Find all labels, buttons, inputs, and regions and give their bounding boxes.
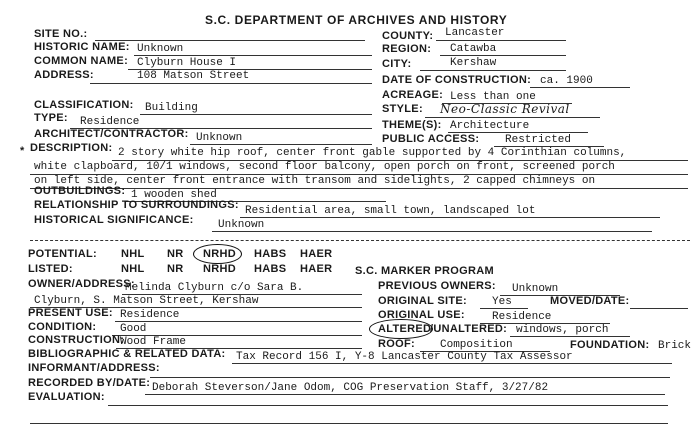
bibliographic-value: Tax Record 156 I, Y-8 Lancaster County Tax Assessor [236,351,573,363]
listed-habs: HABS [254,263,287,275]
foundation-value: Brick [658,340,692,352]
county-value: Lancaster [445,27,505,39]
style-line [425,117,600,118]
potential-nrhd: NRHD [203,248,236,260]
altered-circle-mark [369,319,433,339]
listed-nhl: NHL [121,263,145,275]
owner-address-label: OWNER/ADDRESS: [28,278,135,290]
region-label: REGION: [382,43,432,55]
informant-label: INFORMANT/ADDRESS: [28,362,160,374]
listed-nr: NR [167,263,184,275]
city-label: CITY: [382,58,412,70]
listed-label: LISTED: [28,263,73,275]
roof-value: Composition [440,339,513,351]
previous-owners-label: PREVIOUS OWNERS: [378,280,496,292]
original-site-line [480,308,528,309]
sc-marker-program: S.C. MARKER PROGRAM [355,265,494,277]
moved-date-field[interactable] [630,308,688,309]
potential-label: POTENTIAL: [28,248,97,260]
date-of-construction-line [530,87,630,88]
description-line-3: on left side, center front entrance with transom and sidelights, 2 capped chimneys on [34,175,596,187]
evaluation-field[interactable] [108,405,668,406]
classification-value: Building [145,102,198,114]
original-use-value: Residence [492,311,552,323]
altered-detail-value: windows, porch [516,324,609,336]
outbuildings-label: OUTBUILDINGS: [34,185,126,197]
informant-field[interactable] [150,377,670,378]
description-rule-3 [30,188,688,189]
public-access-value: Restricted [505,134,572,146]
historic-name-value: Unknown [137,43,184,55]
listed-haer: HAER [300,263,333,275]
architect-line [190,144,372,145]
historical-significance-line [212,231,652,232]
description-line-2: white clapboard, 10/1 windows, second floor balcony, open porch on front, screened porch [34,161,615,173]
acreage-value: Less than one [450,91,536,103]
construction-label: CONSTRUCTION: [28,334,125,346]
county-label: COUNTY: [382,30,434,42]
original-use-label: ORIGINAL USE: [378,309,465,321]
present-use-line [115,321,362,322]
relationship-label: RELATIONSHIP TO SURROUNDINGS: [34,199,239,211]
potential-nr: NR [167,248,184,260]
previous-owners-value: Unknown [512,283,559,295]
recorded-by-value: Deborah Steverson/Jane Odom, COG Preservation Staff, 3/27/82 [152,382,549,394]
site-no-label: SITE NO.: [34,28,88,40]
architect-value: Unknown [196,132,243,144]
altered-label: ALTERED [378,323,432,335]
city-value: Kershaw [450,57,497,69]
address-label: ADDRESS: [34,69,94,81]
description-star: * [20,145,25,157]
moved-date-label: MOVED/DATE: [550,295,630,307]
description-line-1: 2 story white hip roof, center front gable supported by 4 Corinthian columns, [118,147,627,159]
themes-value: Architecture [450,120,530,132]
themes-label: THEME(S): [382,119,442,131]
foundation-label: FOUNDATION: [570,339,650,351]
roof-label: ROOF: [378,338,415,350]
region-value: Catawba [450,43,497,55]
type-label: TYPE: [34,112,68,124]
owner-line-1: Melinda Clyburn c/o Sara B. [125,282,304,294]
condition-value: Good [120,323,147,335]
potential-haer: HAER [300,248,333,260]
potential-nhl: NHL [121,248,145,260]
style-value: Neo-Classic Revival [440,102,570,116]
architect-label: ARCHITECT/CONTRACTOR: [34,128,189,140]
owner-line-2: Clyburn, S. Matson Street, Kershaw [34,295,259,307]
type-value: Residence [80,116,140,128]
altered-detail-line [510,336,630,337]
recorded-by-line [145,394,665,395]
classification-label: CLASSIFICATION: [34,99,134,111]
original-site-value: Yes [492,296,512,308]
outbuildings-value: 1 wooden shed [131,189,217,201]
unaltered-label: /UNALTERED: [430,323,508,335]
bibliographic-line [232,363,672,364]
original-site-label: ORIGINAL SITE: [378,295,467,307]
construction-value: Wood Frame [120,336,187,348]
address-value: 108 Matson Street [137,70,250,82]
form-title: S.C. DEPARTMENT OF ARCHIVES AND HISTORY [205,13,508,27]
relationship-line [240,217,660,218]
city-line [420,70,566,71]
present-use-label: PRESENT USE: [28,307,113,319]
public-access-label: PUBLIC ACCESS: [382,133,480,145]
historic-name-label: HISTORIC NAME: [34,41,130,53]
date-of-construction-value: ca. 1900 [540,75,593,87]
present-use-value: Residence [120,309,180,321]
bibliographic-label: BIBLIOGRAPHIC & RELATED DATA: [28,348,226,360]
potential-habs: HABS [254,248,287,260]
condition-label: CONDITION: [28,321,97,333]
evaluation-label: EVALUATION: [28,391,105,403]
nrhd-circle-mark [193,244,242,264]
common-name-label: COMMON NAME: [34,55,129,67]
classification-line [140,114,372,115]
historical-significance-value: Unknown [218,219,265,231]
site-no-field[interactable] [95,40,365,41]
relationship-value: Residential area, small town, landscaped lot [245,205,536,217]
evaluation-field-continuation[interactable] [30,423,668,424]
common-name-value: Clyburn House I [137,57,237,69]
listed-nrhd: NRHD [203,263,236,275]
section-divider [30,240,690,241]
recorded-by-label: RECORDED BY/DATE: [28,377,151,389]
county-line [436,40,566,41]
region-line [440,55,566,56]
date-of-construction-label: DATE OF CONSTRUCTION: [382,74,532,86]
style-label: STYLE: [382,103,423,115]
description-label: DESCRIPTION: [30,142,113,154]
historic-name-line [134,55,372,56]
acreage-label: ACREAGE: [382,89,444,101]
historical-significance-label: HISTORICAL SIGNIFICANCE: [34,214,194,226]
address-line [90,83,372,84]
